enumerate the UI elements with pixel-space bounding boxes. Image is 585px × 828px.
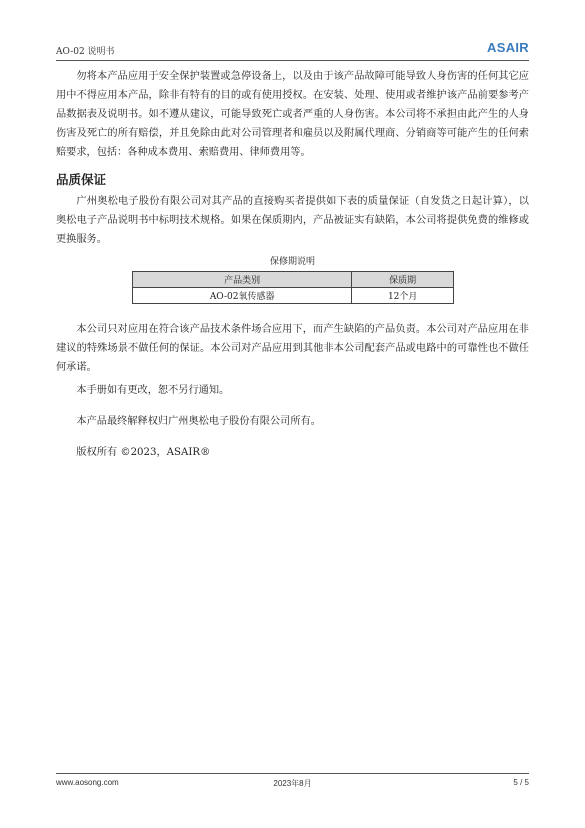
footer-website: www.aosong.com — [56, 778, 119, 787]
change-notice-paragraph: 本手册如有更改，恕不另行通知。 — [76, 385, 230, 396]
header-warranty-period: 保质期 — [352, 272, 454, 288]
table-caption: 保修期说明 — [269, 257, 315, 267]
safety-paragraph: 勿将本产品应用于安全保护装置或急停设备上，以及由于该产品故障可能导致人身伤害的任何其它应用中不得应用本产品，除非有特有的目的或有使用授权。在安装、处理、使用或者维护该产品前要参考产品数据表及说明书。如不遵从建议，可能导致死亡或者严重的人身伤害。本公司将不承担由此产生的人身伤害及死亡的所有赔偿，并且免除由此对公司管理者和雇员以及附属代理商、分销商等可能产生的任何索赔要求，包括：各种成本费用、索赔费用、律师费用等。 — [56, 71, 529, 158]
cell-product: AO-02氧传感器 — [133, 288, 352, 304]
table-row — [133, 288, 454, 304]
interpretation-paragraph: 本产品最终解释权归广州奥松电子股份有限公司所有。 — [76, 416, 321, 427]
header-divider — [56, 60, 529, 61]
cell-period: 12个月 — [352, 288, 454, 304]
header-product-category: 产品类别 — [133, 272, 352, 288]
footer-page-number: 5 / 5 — [513, 778, 529, 787]
brand-logo: ASAIR — [487, 40, 529, 55]
header-doc-label: AO-02 说明书 — [56, 47, 115, 57]
warranty-table — [132, 271, 454, 304]
liability-paragraph: 本公司只对应用在符合该产品技术条件场合应用下，而产生缺陷的产品负责。本公司对产品应用在非建议的特殊场景不做任何的保证。本公司对产品应用到其他非本公司配套产品或电路中的可靠性也不做任何承诺。 — [56, 324, 529, 373]
footer-divider — [56, 773, 529, 774]
warranty-intro-paragraph: 广州奥松电子股份有限公司对其产品的直接购买者提供如下表的质量保证（自发货之日起计算），以奥松电子产品说明书中标明技术规格。如果在保质期内，产品被证实有缺陷，本公司将提供免费的维修或更换服务。 — [56, 196, 529, 245]
footer-date: 2023年8月 — [273, 779, 312, 788]
table-header-row — [133, 272, 454, 288]
section-title: 品质保证 — [56, 172, 107, 187]
copyright-paragraph: 版权所有 ©2023，ASAIR® — [76, 447, 211, 458]
